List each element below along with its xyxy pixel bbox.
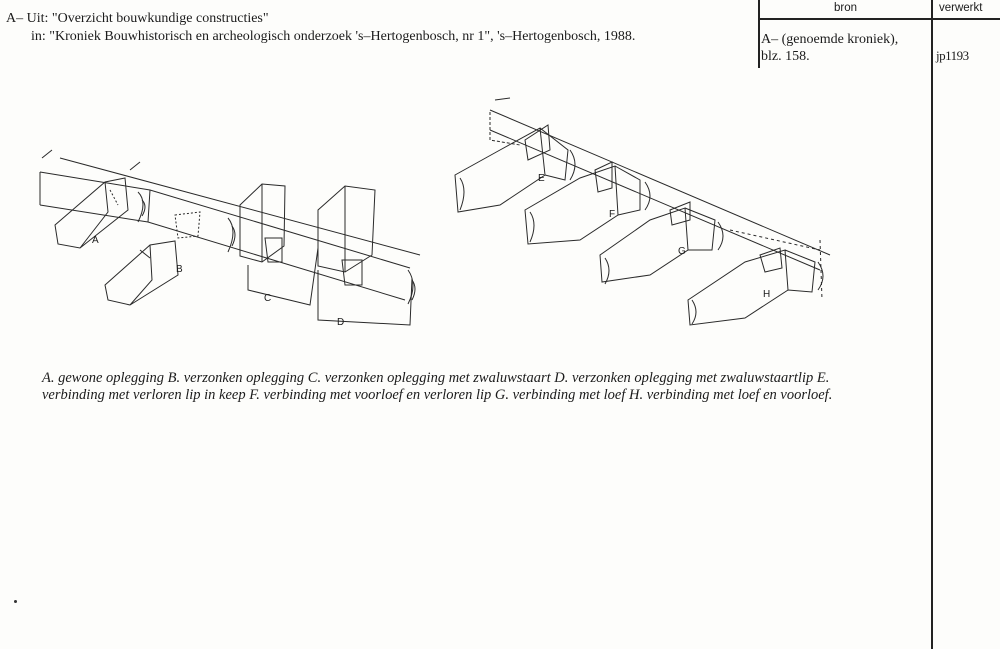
joints-e-to-h <box>455 98 830 325</box>
source-reference <box>6 10 635 46</box>
bron-entry <box>761 31 898 65</box>
label-g: G <box>678 246 686 257</box>
figure-caption: A. gewone oplegging B. verzonken oplegging C. verzonken oplegging met zwaluwstaart D. verzonken oplegging met zwaluwstaartlip E. verbinding met verloren lip in keep F. verbinding met voorloef en verloren lip G. verbinding met loef H. verbinding met loef en voorloef. <box>42 370 833 403</box>
bron-left-rule <box>758 0 760 68</box>
verwerkt-column-header: verwerkt <box>939 2 983 14</box>
label-a: A <box>92 235 99 246</box>
stray-mark <box>14 600 17 603</box>
source-line-2: in: "Kroniek Bouwhistorisch en archeologisch onderzoek 's–Hertogenbosch, nr 1", 's–Hertogenbosch, 1988. <box>31 29 636 44</box>
verwerkt-entry: jp1193 <box>936 48 969 63</box>
block-g <box>600 208 715 282</box>
block-h <box>688 250 815 325</box>
column-header-rule <box>758 18 1000 20</box>
label-b: B <box>176 264 183 275</box>
block-d <box>318 186 375 272</box>
beam-right <box>490 98 830 270</box>
label-e: E <box>538 173 545 184</box>
timber-joints-drawing <box>0 90 860 350</box>
block-c <box>240 184 285 262</box>
figure-labels <box>92 173 770 328</box>
beam-left <box>40 158 420 300</box>
block-e <box>455 128 568 212</box>
verwerkt-left-rule <box>931 0 933 649</box>
label-d: D <box>337 317 345 328</box>
bron-entry-line-1: A– (genoemde kroniek), <box>761 32 899 47</box>
label-c: C <box>264 293 272 304</box>
source-line-1: A– Uit: "Overzicht bouwkundige constructies" <box>6 11 269 26</box>
bron-column-header: bron <box>834 2 858 14</box>
label-f: F <box>609 209 616 220</box>
bron-entry-line-2: blz. 158. <box>761 49 810 64</box>
label-h: H <box>763 289 771 300</box>
